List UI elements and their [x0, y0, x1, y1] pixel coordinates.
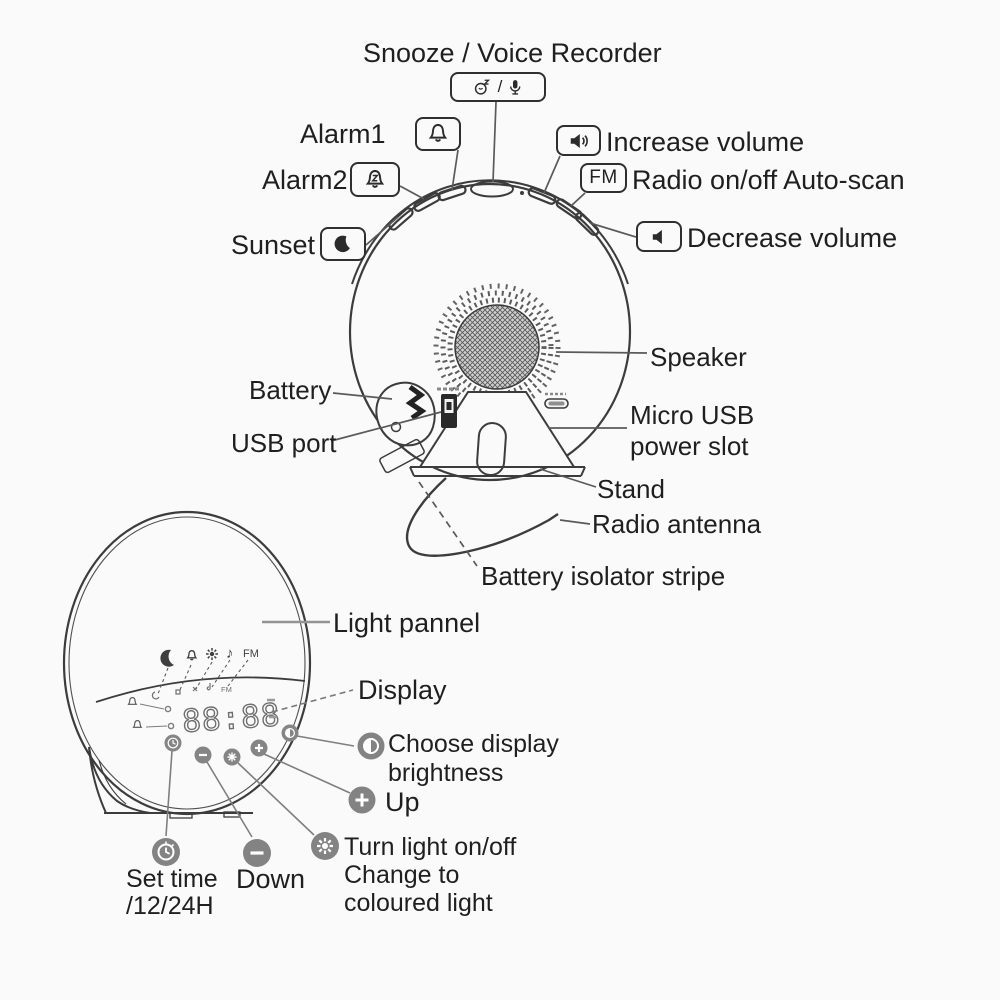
fm-indicator: FM [243, 648, 259, 660]
sun-icon [206, 648, 218, 660]
fm-button-label: FM [589, 167, 618, 188]
speaker-grille [436, 286, 558, 408]
display-time: 88:88 [181, 697, 282, 740]
alarm2-bell-icon [134, 721, 142, 728]
alarm2-button [350, 162, 400, 197]
sun-light-icon [311, 832, 339, 860]
slash-divider: / [497, 77, 503, 96]
set-time-button [165, 735, 182, 752]
snooze-voice-button [450, 72, 546, 102]
micro-usb-slot [545, 394, 568, 408]
plus-icon [349, 787, 376, 814]
light-button [224, 749, 241, 766]
bell-icon [188, 651, 196, 660]
radio-antenna-wire [407, 478, 558, 556]
mic-hole [520, 191, 524, 195]
down-label: Down [236, 864, 306, 894]
speaker-minus-icon [648, 226, 670, 248]
usb-port [437, 389, 460, 428]
alarm2-label: Alarm2 [262, 165, 348, 195]
alarm1-label: Alarm1 [300, 119, 386, 149]
brightness-icon [358, 733, 385, 760]
radio-antenna-label: Radio antenna [592, 509, 762, 539]
alarm1-bell-icon [129, 698, 137, 705]
moon-icon [332, 233, 354, 255]
set-time-clock-icon [152, 838, 180, 866]
radio-label: Radio on/off Auto-scan [632, 165, 905, 195]
battery-label: Battery [249, 375, 332, 405]
up-label: Up [385, 787, 420, 817]
speaker-label: Speaker [650, 342, 747, 372]
sunset-button [320, 227, 366, 261]
display-label: Display [358, 675, 447, 705]
music-note-icon: ♪ [226, 645, 234, 662]
brightness-button [282, 725, 299, 742]
battery-isolator-label: Battery isolator stripe [481, 561, 726, 591]
increase-volume-button [556, 125, 601, 156]
decrease-volume-button [636, 221, 682, 252]
decrease-volume-label: Decrease volume [687, 223, 898, 253]
minus-icon [243, 839, 271, 867]
display-digits [181, 697, 282, 740]
device-front-outline [64, 512, 310, 818]
usb-port-label: USB port [231, 428, 337, 458]
alarm-indicators [129, 698, 174, 729]
snooze-label: Snooze / Voice Recorder [363, 38, 662, 68]
svg-text:FM: FM [221, 685, 232, 694]
fm-button [580, 163, 627, 193]
increase-volume-label: Increase volume [606, 127, 805, 157]
bell-icon [426, 122, 450, 146]
choose-brightness-label: Choose display brightness [388, 730, 559, 787]
set-time-label: Set time /12/24H [126, 865, 218, 920]
speaker-plus-icon [567, 130, 591, 152]
microphone-icon [506, 78, 524, 97]
moon-icon [160, 650, 174, 667]
light-panel-label: Light pannel [333, 608, 481, 638]
sunset-label: Sunset [231, 230, 316, 260]
snooze-face-icon [472, 78, 494, 96]
stand-label: Stand [597, 474, 665, 504]
down-button [195, 747, 212, 764]
micro-usb-label: Micro USB power slot [630, 400, 755, 461]
alarm1-button [415, 117, 461, 151]
bell-icon [363, 168, 387, 192]
turn-light-label: Turn light on/off Change to coloured light [344, 833, 517, 917]
